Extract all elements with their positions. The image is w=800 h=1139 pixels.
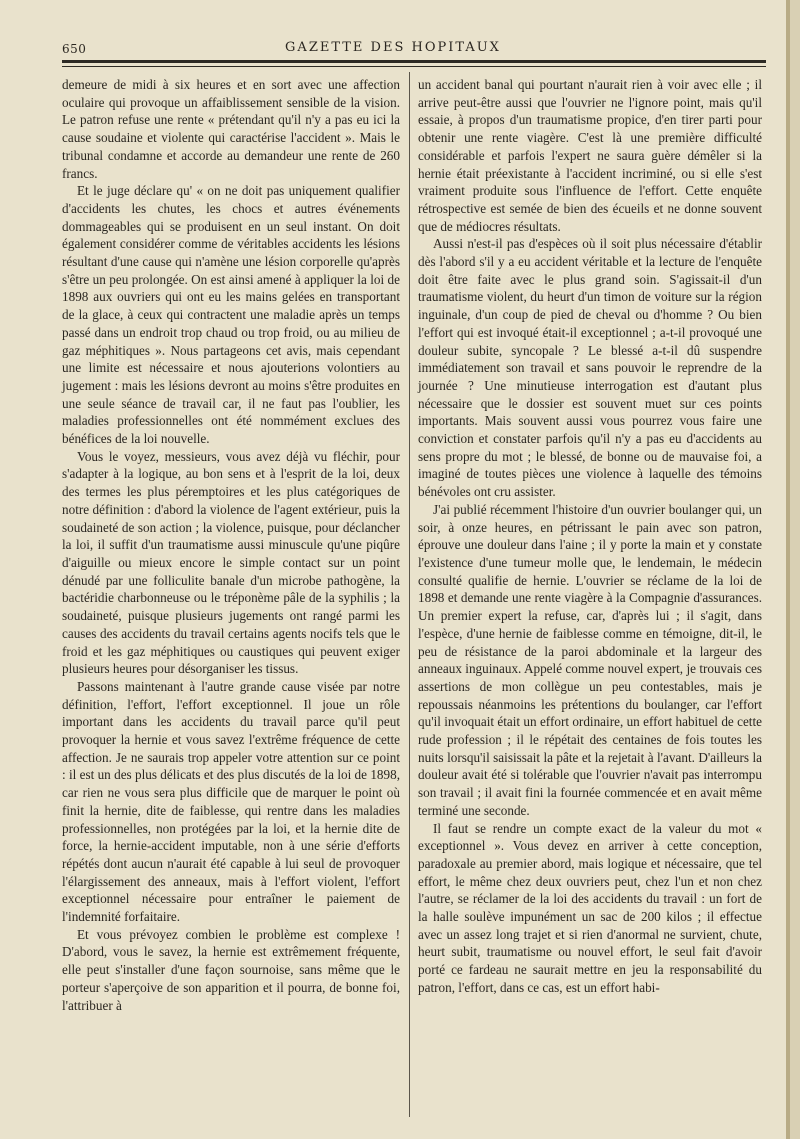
header-rule-thin: [62, 66, 766, 67]
paragraph: demeure de midi à six heures et en sort avec une affection oculaire qui provoque un affaiblissement sensible de la vision. Le patron refuse une rente « prétendant qu'il n'y a pas eu ici la cause soudaine et violente qui caractérise l'accident ». Mais le tribunal condamne et accorde au demandeur une rente de 260 francs.: [62, 77, 400, 181]
left-column: [62, 76, 400, 1014]
paragraph: Et le juge déclare qu' « on ne doit pas uniquement qualifier d'accidents les chutes, les chocs et autres événements dommageables qui se produisent en un seul instant. On doit également considérer comme de véritables accidents les lésions résultant d'une cause qui n'amène une lésion corporelle qu'après s'être un peu prolongée. On est ainsi amené à appliquer la loi de 1898 aux ouvriers qui ont eu les mains gelées en transportant de la glace, à ceux qui contractent une maladie après un temps passé dans un endroit trop chaud ou trop froid, ou au milieu de gaz méphitiques ». Nous partageons cet avis, mais cependant une limite est nécessaire et nous ajouterions volontiers au jugement : mais les lésions devront au moins s'être produites en une seule séance de travail car, il ne faut pas l'oublier, les maladies professionnelles ont été nommément exclues des bénéfices de la loi nouvelle.: [62, 183, 400, 447]
paragraph: Et vous prévoyez combien le problème est complexe ! D'abord, vous le savez, la hernie est extrêmement fréquente, elle peut s'installer d'une façon sournoise, sans même que le porteur s'aperçoive de son apparition et il pourra, de bonne foi, l'attribuer à: [62, 926, 400, 1013]
paragraph: Il faut se rendre un compte exact de la valeur du mot « exceptionnel ». Vous devez en arriver à cette conception, paradoxale au premier abord, mais logique et nécessaire, que tel effort, le même chez deux ouvriers peut, chez l'un et non chez l'autre, se réclamer de la loi des accidents du travail : un fort de la halle soulève impunément un sac de 200 kilos ; il effectue avec un assez long trajet et si rien d'anormal ne survient, chute, heurt subit, traumatisme ou nouvel effort, le seul fait d'avoir porté ce fardeau ne saurait mettre en jeu la responsabilité du patron, l'effort, dans ce cas, est un effort habi-: [418, 820, 762, 995]
header-rule-thick: [62, 60, 766, 63]
paragraph: J'ai publié récemment l'histoire d'un ouvrier boulanger qui, un soir, à onze heures, en pétrissant le pain avec son patron, éprouve une douleur dans l'aine ; il y porte la main et y constate l'existence d'une tumeur molle que, le lendemain, le médecin consulté qualifie de hernie. L'ouvrier se réclame de la loi de 1898 et demande une rente viagère à la Compagnie d'assurances. Un premier expert la refuse, car, d'après lui ; il s'agit, dans l'espèce, d'une hernie de faiblesse comme en témoigne, dit-il, le peu de résistance de la paroi abdominale et la largeur des anneaux inguinaux. Appelé comme nouvel expert, je trouvais ces assertions de mon collègue un peu contestables, mais je repoussais néanmoins les prétentions du boulanger, car l'effort qu'il invoquait était un effort ordinaire, un effort habituel de cette rude profession ; il le répétait des centaines de fois toutes les nuits lorsqu'il saisissait la pâte et la rejetait à l'avant. D'ailleurs la douleur avait été si tolérable que l'ouvrier n'avait pas interrompu son travail ; il avait fini la fournée commencée et en avait même terminé une seconde.: [418, 501, 762, 818]
paragraph: Vous le voyez, messieurs, vous avez déjà vu fléchir, pour s'adapter à la logique, au bon sens et à l'esprit de la loi, deux des termes les plus péremptoires et les plus catégoriques de notre définition : d'abord la violence de l'agent extérieur, puis la soudaineté de son action ; la violence, puisque, pour déclancher la loi, il suffit d'un traumatisme aussi minuscule qu'une piqûre d'aiguille ou mieux encore le simple contact sur un point dénudé par une folliculite banale d'un microbe pathogène, la bactéridie charbonneuse ou le tréponème pâle de la syphilis ; la soudaineté, puisque plusieurs jugements ont rangé parmi les causes des accidents du travail certains agents nocifs tels que le froid et les gaz méphitiques ou caustiques qui peuvent exiger plusieurs heures pour désorganiser les tissus.: [62, 448, 400, 677]
right-column: [418, 76, 762, 997]
paragraph: Aussi n'est-il pas d'espèces où il soit plus nécessaire d'établir dès l'abord s'il y a eu accident véritable et la lecture de l'enquête doit être faite avec le plus grand soin. S'agissait-il d'un traumatisme violent, du heurt d'un timon de voiture sur la région inguinale, d'un coup de pied de cheval ou d'homme ? Ou bien l'effort qui est invoqué était-il exceptionnel ; a-t-il provoqué une douleur subite, syncopale ? Le blessé a-t-il dû suspendre immédiatement son travail et sans pouvoir le reprendre de la journée ? Une minutieuse interrogation est d'autant plus nécessaire que le dossier est souvent muet sur ces points importants. Mais souvent aussi vous pourrez vous faire une conviction et constater parfois qu'il n'y a pas eu d'accidents au sens propre du mot ; le blessé, de bonne ou de mauvaise foi, a imaginé de toutes pièces une violence à laquelle des témoins bénévoles ont cru assister.: [418, 236, 762, 500]
paragraph: un accident banal qui pourtant n'aurait rien à voir avec elle ; il arrive peut-être aussi que l'ouvrier ne l'ignore point, mais qu'il essaie, à propos d'un traumatisme propice, d'en tirer parti pour obtenir une rente viagère. C'est là une première difficulté considérable et parfois l'expert ne saura guère démêler si la hernie était préexistante à l'accident incriminé, ou si elle s'est vraiment produite sous l'influence de l'effort. Cette enquête rétrospective est semée de bien des écueils et ne donne souvent que de médiocres résultats.: [418, 77, 762, 234]
column-divider: [409, 72, 410, 1117]
page-number: 650: [62, 42, 87, 56]
running-title: GAZETTE DES HOPITAUX: [285, 40, 501, 55]
paragraph: Passons maintenant à l'autre grande cause visée par notre définition, l'effort, l'effort exceptionnel. Il joue un rôle important dans les accidents du travail parce qu'il peut provoquer la hernie et vous savez l'extrême fréquence de cette affection. Je ne saurais trop appeler votre attention sur ce point : il est un des plus délicats et des plus discutés de la loi de 1898, car rien ne vous sera plus difficile que de marquer le point où finit la hernie, dite de faiblesse, qui rentre dans les maladies professionnelles, non protégées par la loi, et la hernie dite de force, la hernie-accident imputable, non à une série d'efforts répétés dont aucun n'aurait été capable à lui seul de provoquer l'élargissement des anneaux, mais à l'effort violent, l'effort exceptionnel nécessaire pour entraîner le paiement de l'indemnité forfaitaire.: [62, 678, 400, 925]
